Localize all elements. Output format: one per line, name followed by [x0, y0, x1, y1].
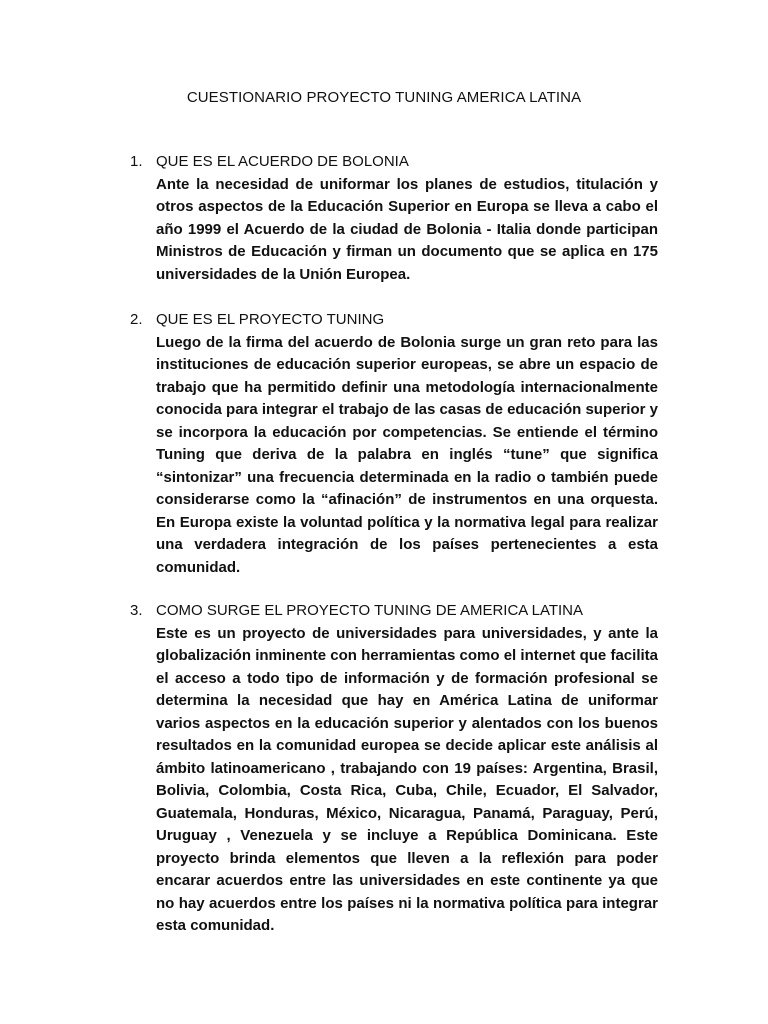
question-2-title: QUE ES EL PROYECTO TUNING	[156, 311, 385, 328]
question-3-number: 3.	[130, 602, 143, 619]
question-2	[130, 309, 658, 579]
question-1-title: QUE ES EL ACUERDO DE BOLONIA	[156, 153, 409, 170]
question-3-answer: Este es un proyecto de universidades para universidades, y ante la globalización inminente con herramientas como el internet que facilita el acceso a todo tipo de información y de formación profesional se determina la necesidad que hay en América Latina de uniformar varios aspectos en la educación superior y alentados con los buenos resultados en la comunidad europea se decide aplicar este análisis al ámbito latinoamericano , trabajando con 19 países: Argentina, Brasil, Bolivia, Colombia, Costa Rica, Cuba, Chile, Ecuador, El Salvador, Guatemala, Honduras, México, Nicaragua, Panamá, Paraguay, Perú, Uruguay , Venezuela y se incluye a República Dominicana. Este proyecto brinda elementos que lleven a la reflexión para poder encarar acuerdos entre las universidades en este continente ya que no hay acuerdos entre los países ni la normativa política para integrar esta comunidad.	[156, 624, 658, 934]
question-3-title: COMO SURGE EL PROYECTO TUNING DE AMERICA LATINA	[156, 602, 584, 619]
question-2-number: 2.	[130, 311, 143, 328]
question-1-number: 1.	[130, 153, 143, 170]
question-1-heading	[130, 151, 658, 174]
question-1-answer: Ante la necesidad de uniformar los planes de estudios, titulación y otros aspectos de la Educación Superior en Europa se lleva a cabo el año 1999 el Acuerdo de la ciudad de Bolonia - Italia donde participan Ministros de Educación y firman un documento que se aplica en 175 universidades de la Unión Europea.	[156, 175, 658, 283]
question-3-heading	[130, 600, 658, 623]
question-1	[130, 151, 658, 286]
question-2-answer: Luego de la firma del acuerdo de Bolonia surge un gran reto para las instituciones de educación superior europeas, se abre un espacio de trabajo que ha permitido definir una metodología internacionalmente conocida para integrar el trabajo de las casas de educación superior y se incorpora la educación por competencias. Se entiende el término Tuning que deriva de la palabra en inglés “tune” que significa “sintonizar” una frecuencia determinada en la radio o también puede considerarse como la “afinación” de instrumentos en una orquesta. En Europa existe la voluntad política y la normativa legal para realizar una verdadera integración de los países pertenecientes a esta comunidad.	[156, 333, 658, 576]
question-2-heading	[130, 309, 658, 332]
question-3	[130, 600, 658, 938]
document-title: CUESTIONARIO PROYECTO TUNING AMERICA LATINA	[186, 89, 582, 106]
